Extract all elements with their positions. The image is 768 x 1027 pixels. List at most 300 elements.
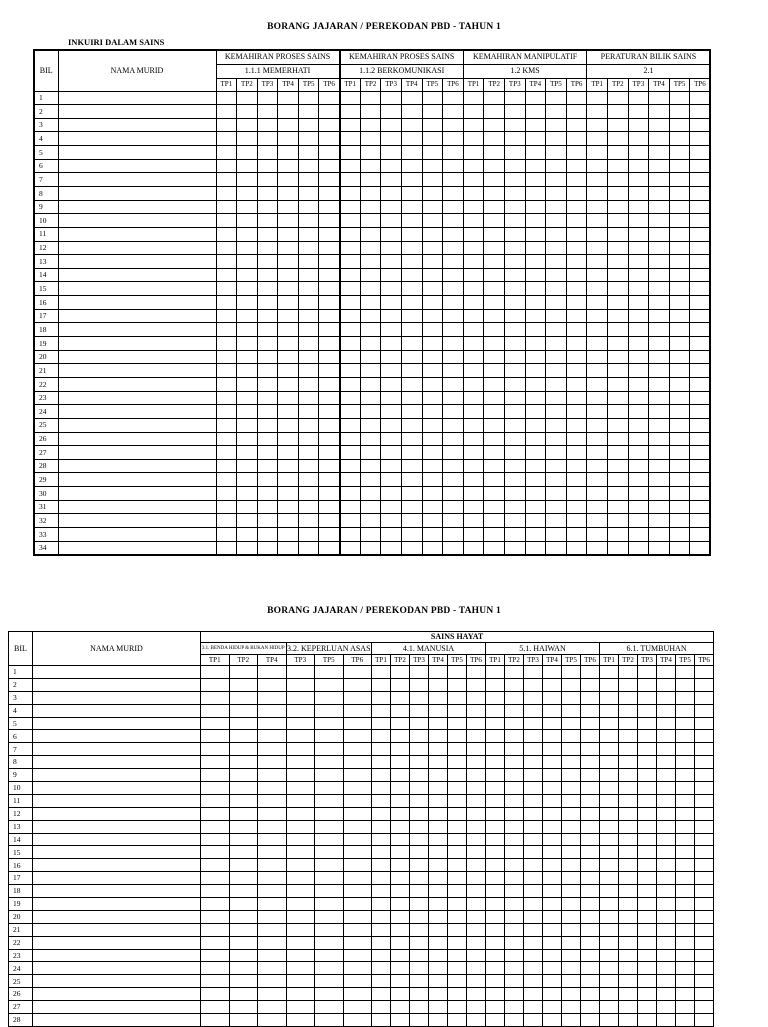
score-cell[interactable] — [638, 833, 657, 846]
score-cell[interactable] — [298, 309, 319, 323]
score-cell[interactable] — [298, 432, 319, 446]
score-cell[interactable] — [562, 949, 581, 962]
score-cell[interactable] — [525, 350, 546, 364]
score-cell[interactable] — [443, 500, 464, 514]
score-cell[interactable] — [410, 846, 429, 859]
score-cell[interactable] — [638, 743, 657, 756]
score-cell[interactable] — [628, 473, 649, 487]
score-cell[interactable] — [676, 769, 695, 782]
score-cell[interactable] — [410, 885, 429, 898]
score-cell[interactable] — [607, 309, 628, 323]
score-cell[interactable] — [229, 833, 258, 846]
score-cell[interactable] — [607, 91, 628, 105]
score-cell[interactable] — [401, 350, 422, 364]
score-cell[interactable] — [484, 173, 505, 187]
score-cell[interactable] — [676, 807, 695, 820]
score-cell[interactable] — [340, 487, 361, 501]
score-cell[interactable] — [340, 282, 361, 296]
score-cell[interactable] — [237, 173, 258, 187]
score-cell[interactable] — [372, 691, 391, 704]
score-cell[interactable] — [278, 514, 299, 528]
score-cell[interactable] — [649, 432, 670, 446]
score-cell[interactable] — [690, 91, 711, 105]
score-cell[interactable] — [484, 528, 505, 542]
score-cell[interactable] — [319, 105, 340, 119]
score-cell[interactable] — [401, 282, 422, 296]
score-cell[interactable] — [525, 323, 546, 337]
score-cell[interactable] — [286, 898, 315, 911]
score-cell[interactable] — [619, 717, 638, 730]
score-cell[interactable] — [695, 898, 714, 911]
score-cell[interactable] — [237, 459, 258, 473]
score-cell[interactable] — [381, 282, 402, 296]
score-cell[interactable] — [443, 132, 464, 146]
score-cell[interactable] — [619, 859, 638, 872]
score-cell[interactable] — [429, 691, 448, 704]
score-cell[interactable] — [258, 704, 287, 717]
score-cell[interactable] — [669, 309, 690, 323]
score-cell[interactable] — [319, 186, 340, 200]
score-cell[interactable] — [372, 666, 391, 679]
score-cell[interactable] — [467, 872, 486, 885]
student-name-cell[interactable] — [58, 446, 216, 460]
score-cell[interactable] — [340, 514, 361, 528]
score-cell[interactable] — [486, 910, 505, 923]
score-cell[interactable] — [298, 91, 319, 105]
score-cell[interactable] — [649, 118, 670, 132]
score-cell[interactable] — [484, 391, 505, 405]
score-cell[interactable] — [619, 820, 638, 833]
score-cell[interactable] — [690, 309, 711, 323]
score-cell[interactable] — [360, 186, 381, 200]
score-cell[interactable] — [649, 487, 670, 501]
score-cell[interactable] — [422, 241, 443, 255]
score-cell[interactable] — [410, 898, 429, 911]
score-cell[interactable] — [628, 132, 649, 146]
score-cell[interactable] — [360, 405, 381, 419]
score-cell[interactable] — [463, 323, 484, 337]
score-cell[interactable] — [562, 898, 581, 911]
score-cell[interactable] — [607, 432, 628, 446]
score-cell[interactable] — [381, 432, 402, 446]
score-cell[interactable] — [201, 704, 230, 717]
score-cell[interactable] — [628, 459, 649, 473]
score-cell[interactable] — [486, 936, 505, 949]
score-cell[interactable] — [587, 241, 608, 255]
score-cell[interactable] — [463, 309, 484, 323]
score-cell[interactable] — [443, 282, 464, 296]
score-cell[interactable] — [484, 132, 505, 146]
score-cell[interactable] — [422, 282, 443, 296]
score-cell[interactable] — [298, 268, 319, 282]
score-cell[interactable] — [657, 1014, 676, 1027]
score-cell[interactable] — [422, 391, 443, 405]
score-cell[interactable] — [257, 255, 278, 269]
score-cell[interactable] — [429, 975, 448, 988]
score-cell[interactable] — [566, 541, 587, 555]
score-cell[interactable] — [619, 666, 638, 679]
score-cell[interactable] — [525, 200, 546, 214]
score-cell[interactable] — [581, 962, 600, 975]
score-cell[interactable] — [486, 859, 505, 872]
student-name-cell[interactable] — [58, 487, 216, 501]
score-cell[interactable] — [278, 227, 299, 241]
score-cell[interactable] — [278, 146, 299, 160]
student-name-cell[interactable] — [33, 846, 201, 859]
score-cell[interactable] — [381, 268, 402, 282]
score-cell[interactable] — [372, 717, 391, 730]
score-cell[interactable] — [216, 323, 237, 337]
score-cell[interactable] — [638, 846, 657, 859]
score-cell[interactable] — [410, 704, 429, 717]
score-cell[interactable] — [676, 820, 695, 833]
score-cell[interactable] — [229, 859, 258, 872]
score-cell[interactable] — [484, 514, 505, 528]
score-cell[interactable] — [525, 173, 546, 187]
score-cell[interactable] — [581, 769, 600, 782]
score-cell[interactable] — [676, 704, 695, 717]
score-cell[interactable] — [657, 794, 676, 807]
score-cell[interactable] — [372, 846, 391, 859]
score-cell[interactable] — [216, 105, 237, 119]
score-cell[interactable] — [448, 936, 467, 949]
score-cell[interactable] — [525, 146, 546, 160]
score-cell[interactable] — [587, 159, 608, 173]
score-cell[interactable] — [429, 769, 448, 782]
score-cell[interactable] — [286, 885, 315, 898]
score-cell[interactable] — [257, 309, 278, 323]
student-name-cell[interactable] — [33, 794, 201, 807]
score-cell[interactable] — [340, 241, 361, 255]
score-cell[interactable] — [401, 173, 422, 187]
score-cell[interactable] — [319, 268, 340, 282]
student-name-cell[interactable] — [58, 323, 216, 337]
score-cell[interactable] — [524, 782, 543, 795]
score-cell[interactable] — [360, 146, 381, 160]
score-cell[interactable] — [525, 91, 546, 105]
score-cell[interactable] — [343, 833, 372, 846]
score-cell[interactable] — [600, 717, 619, 730]
score-cell[interactable] — [525, 337, 546, 351]
score-cell[interactable] — [600, 859, 619, 872]
score-cell[interactable] — [372, 1001, 391, 1014]
score-cell[interactable] — [298, 146, 319, 160]
score-cell[interactable] — [298, 391, 319, 405]
score-cell[interactable] — [486, 898, 505, 911]
score-cell[interactable] — [340, 255, 361, 269]
score-cell[interactable] — [381, 405, 402, 419]
score-cell[interactable] — [546, 418, 567, 432]
score-cell[interactable] — [401, 214, 422, 228]
student-name-cell[interactable] — [33, 988, 201, 1001]
score-cell[interactable] — [360, 514, 381, 528]
score-cell[interactable] — [343, 936, 372, 949]
score-cell[interactable] — [695, 1001, 714, 1014]
student-name-cell[interactable] — [33, 923, 201, 936]
score-cell[interactable] — [237, 227, 258, 241]
score-cell[interactable] — [525, 186, 546, 200]
score-cell[interactable] — [229, 666, 258, 679]
score-cell[interactable] — [216, 541, 237, 555]
score-cell[interactable] — [216, 391, 237, 405]
score-cell[interactable] — [676, 962, 695, 975]
score-cell[interactable] — [319, 350, 340, 364]
score-cell[interactable] — [448, 782, 467, 795]
score-cell[interactable] — [319, 241, 340, 255]
score-cell[interactable] — [587, 309, 608, 323]
score-cell[interactable] — [360, 323, 381, 337]
score-cell[interactable] — [504, 118, 525, 132]
score-cell[interactable] — [410, 743, 429, 756]
score-cell[interactable] — [638, 910, 657, 923]
score-cell[interactable] — [410, 1014, 429, 1027]
score-cell[interactable] — [381, 146, 402, 160]
score-cell[interactable] — [216, 214, 237, 228]
score-cell[interactable] — [638, 820, 657, 833]
score-cell[interactable] — [607, 132, 628, 146]
score-cell[interactable] — [543, 691, 562, 704]
score-cell[interactable] — [315, 704, 344, 717]
score-cell[interactable] — [201, 756, 230, 769]
score-cell[interactable] — [566, 91, 587, 105]
score-cell[interactable] — [278, 323, 299, 337]
student-name-cell[interactable] — [33, 743, 201, 756]
student-name-cell[interactable] — [58, 364, 216, 378]
score-cell[interactable] — [298, 528, 319, 542]
student-name-cell[interactable] — [58, 282, 216, 296]
score-cell[interactable] — [401, 241, 422, 255]
score-cell[interactable] — [524, 988, 543, 1001]
score-cell[interactable] — [381, 296, 402, 310]
score-cell[interactable] — [298, 186, 319, 200]
student-name-cell[interactable] — [33, 859, 201, 872]
score-cell[interactable] — [422, 132, 443, 146]
score-cell[interactable] — [484, 405, 505, 419]
score-cell[interactable] — [372, 975, 391, 988]
score-cell[interactable] — [340, 446, 361, 460]
score-cell[interactable] — [562, 730, 581, 743]
score-cell[interactable] — [669, 337, 690, 351]
score-cell[interactable] — [607, 105, 628, 119]
score-cell[interactable] — [525, 296, 546, 310]
score-cell[interactable] — [319, 227, 340, 241]
score-cell[interactable] — [448, 794, 467, 807]
score-cell[interactable] — [524, 975, 543, 988]
score-cell[interactable] — [448, 833, 467, 846]
score-cell[interactable] — [504, 432, 525, 446]
score-cell[interactable] — [504, 105, 525, 119]
score-cell[interactable] — [467, 1001, 486, 1014]
score-cell[interactable] — [505, 717, 524, 730]
score-cell[interactable] — [443, 105, 464, 119]
score-cell[interactable] — [315, 872, 344, 885]
score-cell[interactable] — [257, 405, 278, 419]
score-cell[interactable] — [607, 446, 628, 460]
score-cell[interactable] — [229, 872, 258, 885]
score-cell[interactable] — [315, 923, 344, 936]
score-cell[interactable] — [216, 528, 237, 542]
score-cell[interactable] — [628, 541, 649, 555]
score-cell[interactable] — [649, 391, 670, 405]
score-cell[interactable] — [546, 337, 567, 351]
score-cell[interactable] — [448, 1014, 467, 1027]
score-cell[interactable] — [669, 118, 690, 132]
score-cell[interactable] — [638, 898, 657, 911]
score-cell[interactable] — [216, 200, 237, 214]
score-cell[interactable] — [628, 91, 649, 105]
score-cell[interactable] — [524, 678, 543, 691]
score-cell[interactable] — [463, 500, 484, 514]
score-cell[interactable] — [391, 666, 410, 679]
student-name-cell[interactable] — [58, 473, 216, 487]
score-cell[interactable] — [690, 132, 711, 146]
score-cell[interactable] — [543, 807, 562, 820]
score-cell[interactable] — [448, 704, 467, 717]
score-cell[interactable] — [319, 132, 340, 146]
score-cell[interactable] — [216, 241, 237, 255]
score-cell[interactable] — [566, 296, 587, 310]
score-cell[interactable] — [619, 962, 638, 975]
student-name-cell[interactable] — [33, 833, 201, 846]
score-cell[interactable] — [695, 975, 714, 988]
score-cell[interactable] — [278, 418, 299, 432]
score-cell[interactable] — [504, 173, 525, 187]
score-cell[interactable] — [467, 743, 486, 756]
score-cell[interactable] — [607, 227, 628, 241]
score-cell[interactable] — [216, 500, 237, 514]
score-cell[interactable] — [448, 872, 467, 885]
score-cell[interactable] — [298, 487, 319, 501]
score-cell[interactable] — [504, 132, 525, 146]
score-cell[interactable] — [422, 541, 443, 555]
score-cell[interactable] — [690, 105, 711, 119]
score-cell[interactable] — [669, 200, 690, 214]
score-cell[interactable] — [448, 691, 467, 704]
score-cell[interactable] — [467, 923, 486, 936]
score-cell[interactable] — [258, 769, 287, 782]
score-cell[interactable] — [372, 704, 391, 717]
student-name-cell[interactable] — [58, 418, 216, 432]
score-cell[interactable] — [216, 268, 237, 282]
score-cell[interactable] — [657, 782, 676, 795]
score-cell[interactable] — [600, 756, 619, 769]
score-cell[interactable] — [649, 364, 670, 378]
score-cell[interactable] — [298, 132, 319, 146]
score-cell[interactable] — [607, 268, 628, 282]
score-cell[interactable] — [372, 743, 391, 756]
score-cell[interactable] — [628, 418, 649, 432]
score-cell[interactable] — [286, 975, 315, 988]
score-cell[interactable] — [315, 666, 344, 679]
score-cell[interactable] — [381, 446, 402, 460]
score-cell[interactable] — [657, 923, 676, 936]
score-cell[interactable] — [381, 350, 402, 364]
score-cell[interactable] — [600, 820, 619, 833]
score-cell[interactable] — [504, 500, 525, 514]
score-cell[interactable] — [566, 282, 587, 296]
score-cell[interactable] — [607, 173, 628, 187]
score-cell[interactable] — [543, 704, 562, 717]
score-cell[interactable] — [216, 91, 237, 105]
score-cell[interactable] — [410, 782, 429, 795]
score-cell[interactable] — [463, 105, 484, 119]
score-cell[interactable] — [463, 487, 484, 501]
score-cell[interactable] — [340, 268, 361, 282]
score-cell[interactable] — [391, 962, 410, 975]
score-cell[interactable] — [467, 717, 486, 730]
score-cell[interactable] — [237, 391, 258, 405]
score-cell[interactable] — [278, 282, 299, 296]
score-cell[interactable] — [669, 446, 690, 460]
score-cell[interactable] — [546, 541, 567, 555]
score-cell[interactable] — [628, 391, 649, 405]
score-cell[interactable] — [566, 309, 587, 323]
score-cell[interactable] — [229, 704, 258, 717]
score-cell[interactable] — [315, 1001, 344, 1014]
score-cell[interactable] — [463, 296, 484, 310]
score-cell[interactable] — [581, 1001, 600, 1014]
score-cell[interactable] — [360, 200, 381, 214]
score-cell[interactable] — [669, 146, 690, 160]
score-cell[interactable] — [484, 337, 505, 351]
score-cell[interactable] — [286, 807, 315, 820]
score-cell[interactable] — [649, 323, 670, 337]
score-cell[interactable] — [257, 350, 278, 364]
score-cell[interactable] — [319, 255, 340, 269]
score-cell[interactable] — [410, 730, 429, 743]
score-cell[interactable] — [257, 227, 278, 241]
score-cell[interactable] — [278, 132, 299, 146]
score-cell[interactable] — [525, 473, 546, 487]
score-cell[interactable] — [546, 200, 567, 214]
score-cell[interactable] — [201, 820, 230, 833]
student-name-cell[interactable] — [33, 885, 201, 898]
score-cell[interactable] — [401, 500, 422, 514]
score-cell[interactable] — [298, 459, 319, 473]
score-cell[interactable] — [258, 794, 287, 807]
score-cell[interactable] — [543, 910, 562, 923]
score-cell[interactable] — [649, 446, 670, 460]
score-cell[interactable] — [546, 241, 567, 255]
score-cell[interactable] — [278, 350, 299, 364]
score-cell[interactable] — [201, 691, 230, 704]
score-cell[interactable] — [562, 794, 581, 807]
score-cell[interactable] — [229, 975, 258, 988]
score-cell[interactable] — [319, 364, 340, 378]
score-cell[interactable] — [257, 186, 278, 200]
score-cell[interactable] — [587, 473, 608, 487]
score-cell[interactable] — [237, 364, 258, 378]
score-cell[interactable] — [504, 528, 525, 542]
score-cell[interactable] — [504, 255, 525, 269]
score-cell[interactable] — [319, 391, 340, 405]
score-cell[interactable] — [546, 487, 567, 501]
score-cell[interactable] — [340, 405, 361, 419]
student-name-cell[interactable] — [58, 268, 216, 282]
score-cell[interactable] — [619, 730, 638, 743]
score-cell[interactable] — [690, 405, 711, 419]
score-cell[interactable] — [566, 159, 587, 173]
score-cell[interactable] — [562, 846, 581, 859]
score-cell[interactable] — [600, 1014, 619, 1027]
score-cell[interactable] — [343, 898, 372, 911]
score-cell[interactable] — [543, 833, 562, 846]
score-cell[interactable] — [391, 846, 410, 859]
score-cell[interactable] — [669, 241, 690, 255]
score-cell[interactable] — [429, 743, 448, 756]
score-cell[interactable] — [410, 691, 429, 704]
score-cell[interactable] — [319, 541, 340, 555]
